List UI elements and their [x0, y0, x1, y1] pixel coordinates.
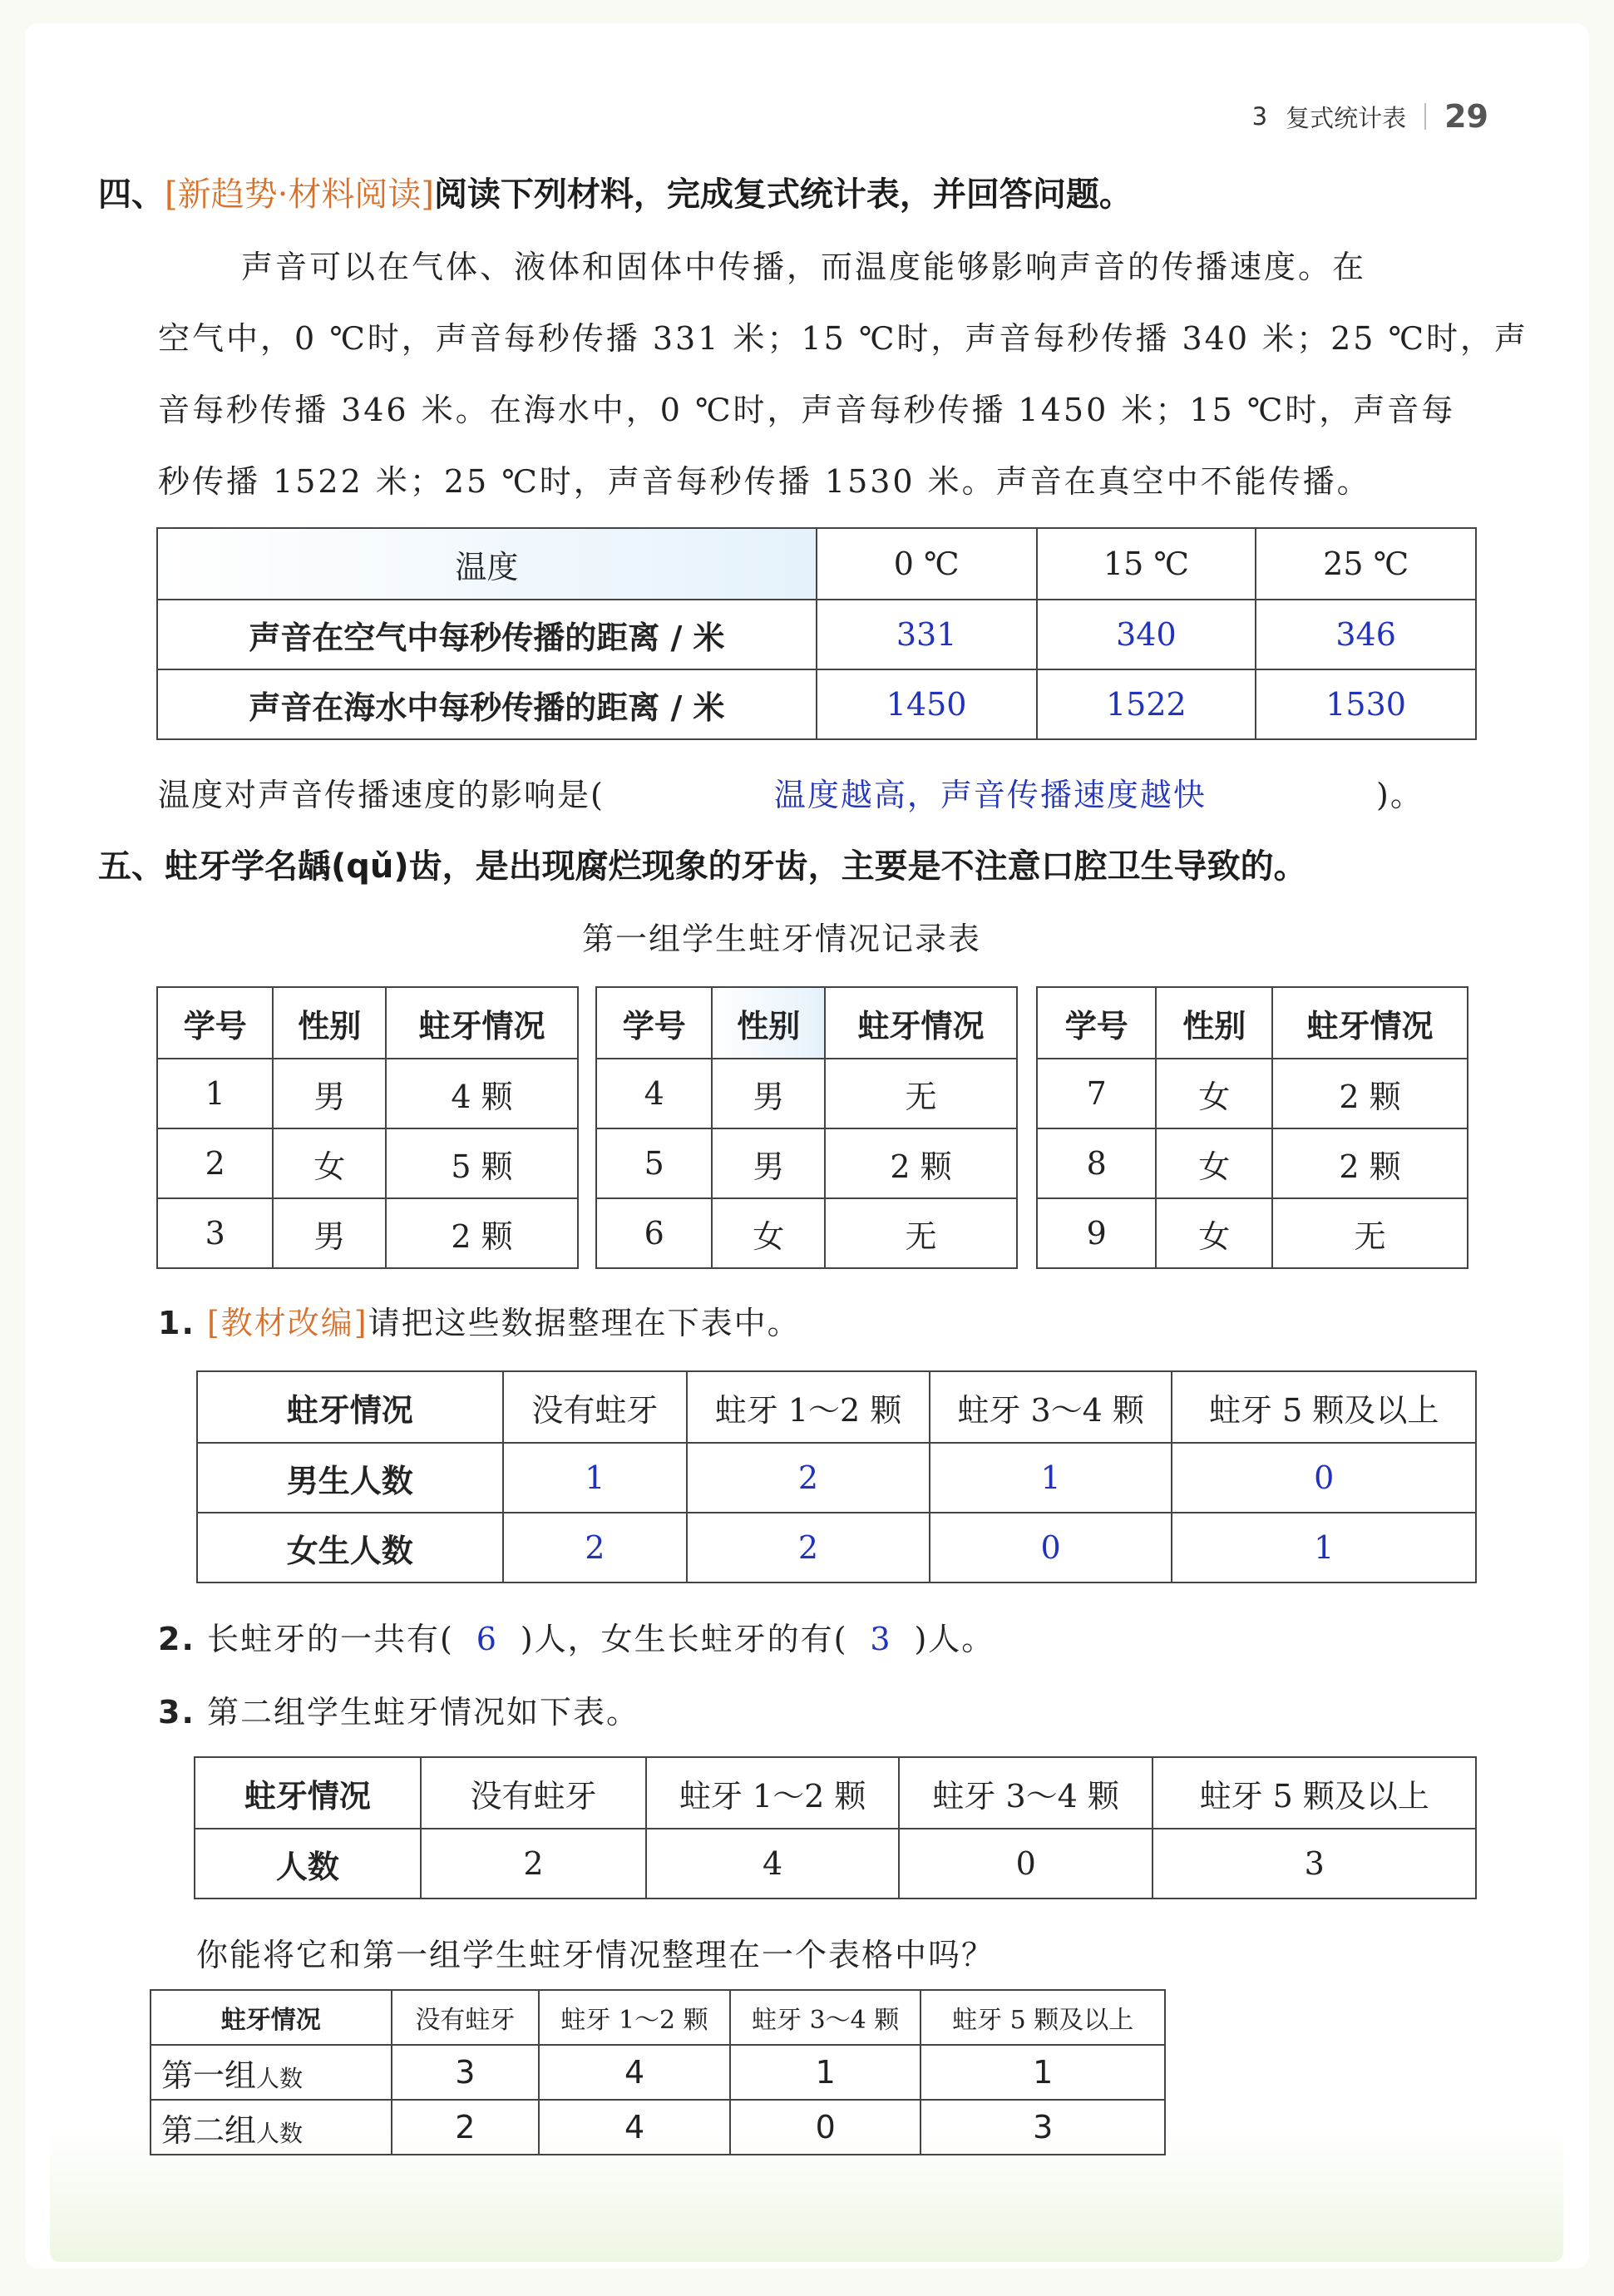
sub3-header-cavity: 蛀牙情况 — [195, 1757, 421, 1829]
record-cavity: 2 颗 — [1272, 1059, 1468, 1128]
q5-sub2-text-c: )人。 — [914, 1621, 995, 1657]
record2-header-row — [596, 987, 1017, 1059]
q5-sub3-combined-table — [150, 1989, 1166, 2155]
sub1-header-1-2: 蛀牙 1～2 颗 — [687, 1371, 930, 1443]
sub1-boys-3-4: 1 — [930, 1443, 1172, 1513]
record-cavity: 2 颗 — [825, 1128, 1017, 1198]
q5-sub1-prompt — [158, 1297, 801, 1343]
record-cavity: 无 — [825, 1198, 1017, 1268]
q4-table-row-seawater — [157, 669, 1476, 739]
chapter-title: 复式统计表 — [1286, 103, 1407, 132]
q4-seawater-25c: 1530 — [1256, 669, 1476, 739]
combined-header-cavity: 蛀牙情况 — [151, 1990, 392, 2045]
record3-header-row — [1037, 987, 1468, 1059]
q4-header-15c: 15 ℃ — [1037, 528, 1256, 600]
combined-header-row — [151, 1990, 1165, 2045]
record-cavity: 无 — [1272, 1198, 1468, 1268]
q4-answer: 温度越高，声音传播速度越快 — [773, 777, 1207, 813]
record-gender: 女 — [1156, 1059, 1272, 1128]
q5-sub1-summary-table — [196, 1370, 1477, 1583]
sub3-header-1-2: 蛀牙 1～2 颗 — [646, 1757, 899, 1829]
combined-header-3-4: 蛀牙 3～4 颗 — [730, 1990, 921, 2045]
q4-row-air-label: 声音在空气中每秒传播的距离 / 米 — [157, 600, 817, 669]
sub1-row-boys — [197, 1443, 1476, 1513]
record3-header-cavity: 蛀牙情况 — [1272, 987, 1468, 1059]
sub3-count-1-2: 4 — [646, 1829, 899, 1899]
q5-sub3-number: 3. — [158, 1694, 195, 1731]
combined-g2-1-2: 4 — [539, 2100, 730, 2155]
q4-title-text: 阅读下列材料，完成复式统计表，并回答问题。 — [433, 175, 1133, 214]
q4-air-0c: 331 — [817, 600, 1037, 669]
sub1-row-girls-label: 女生人数 — [197, 1513, 503, 1583]
record-id: 1 — [157, 1059, 273, 1128]
q4-answer-suffix: )。 — [1376, 777, 1424, 813]
sub1-girls-5plus: 1 — [1172, 1513, 1476, 1583]
header-divider — [1424, 103, 1426, 130]
sub1-girls-3-4: 0 — [930, 1513, 1172, 1583]
combined-row-group2-label — [151, 2100, 392, 2155]
q4-para-line-3: 音每秒传播 346 米。在海水中，0 ℃时，声音每秒传播 1450 米；15 ℃时，声音每 — [158, 392, 1456, 428]
combined-group1-main: 第一组 — [161, 2057, 257, 2094]
q4-air-15c: 340 — [1037, 600, 1256, 669]
sub1-boys-5plus: 0 — [1172, 1443, 1476, 1513]
sub1-header-none: 没有蛀牙 — [503, 1371, 688, 1443]
record1-header-cavity: 蛀牙情况 — [386, 987, 578, 1059]
record-gender: 女 — [273, 1128, 386, 1198]
combined-group1-sub: 人数 — [256, 2064, 304, 2092]
page-number: 29 — [1444, 98, 1488, 135]
table-row — [1037, 1128, 1468, 1198]
sub1-girls-none: 2 — [503, 1513, 688, 1583]
q5-sub1-tag: [教材改编] — [206, 1305, 368, 1341]
q5-title — [98, 840, 1307, 887]
sub1-header-5plus: 蛀牙 5 颗及以上 — [1172, 1371, 1476, 1443]
sub3-row-count-label: 人数 — [195, 1829, 421, 1899]
record-cavity: 无 — [825, 1059, 1017, 1128]
combined-g1-1-2: 4 — [539, 2045, 730, 2100]
sub1-header-3-4: 蛀牙 3～4 颗 — [930, 1371, 1172, 1443]
q5-sub2-answer-girls: 3 — [870, 1621, 892, 1657]
table-row — [157, 1198, 578, 1268]
sub3-header-5plus: 蛀牙 5 颗及以上 — [1153, 1757, 1476, 1829]
q5-title-text: 蛀牙学名龋(qǔ)齿，是出现腐烂现象的牙齿，主要是不注意口腔卫生导致的。 — [165, 847, 1307, 886]
record-id: 5 — [596, 1128, 712, 1198]
sub3-count-5plus: 3 — [1153, 1829, 1476, 1899]
record-id: 6 — [596, 1198, 712, 1268]
record-gender: 女 — [712, 1198, 825, 1268]
table-row — [596, 1198, 1017, 1268]
q4-sound-speed-table — [156, 527, 1477, 740]
table-row — [1037, 1059, 1468, 1128]
combined-row-group1 — [151, 2045, 1165, 2100]
record2-header-id: 学号 — [596, 987, 712, 1059]
record2-header-gender: 性别 — [712, 987, 825, 1059]
q5-number: 五、 — [98, 847, 165, 886]
q5-sub3-question: 你能将它和第一组学生蛀牙情况整理在一个表格中吗？ — [196, 1937, 995, 1973]
sub3-header-3-4: 蛀牙 3～4 颗 — [899, 1757, 1153, 1829]
record-id: 3 — [157, 1198, 273, 1268]
q4-header-25c: 25 ℃ — [1256, 528, 1476, 600]
sub1-boys-none: 1 — [503, 1443, 688, 1513]
record-cavity: 2 颗 — [386, 1198, 578, 1268]
record-gender: 男 — [273, 1198, 386, 1268]
sub1-row-boys-label: 男生人数 — [197, 1443, 503, 1513]
record-id: 7 — [1037, 1059, 1156, 1128]
q4-header-0c: 0 ℃ — [817, 528, 1037, 600]
q4-seawater-15c: 1522 — [1037, 669, 1256, 739]
q4-para-line-2: 空气中，0 ℃时，声音每秒传播 331 米；15 ℃时，声音每秒传播 340 米；25 ℃时，声 — [158, 320, 1529, 357]
record-id: 4 — [596, 1059, 712, 1128]
record-gender: 女 — [1156, 1198, 1272, 1268]
table-row — [157, 1128, 578, 1198]
record1-header-id: 学号 — [157, 987, 273, 1059]
sub1-header-cavity: 蛀牙情况 — [197, 1371, 503, 1443]
q4-header-temperature: 温度 — [157, 528, 817, 600]
q4-tag: [新趋势·材料阅读] — [165, 175, 434, 214]
q4-answer-prefix: 温度对声音传播速度的影响是( — [158, 777, 605, 813]
q5-sub3-group2-table — [194, 1756, 1477, 1899]
sub3-count-3-4: 0 — [899, 1829, 1153, 1899]
q4-seawater-0c: 1450 — [817, 669, 1037, 739]
sub3-row-count — [195, 1829, 1476, 1899]
q4-para-line-4: 秒传播 1522 米；25 ℃时，声音每秒传播 1530 米。声音在真空中不能传播。 — [158, 463, 1371, 500]
q4-table-row-air — [157, 600, 1476, 669]
combined-header-5plus: 蛀牙 5 颗及以上 — [921, 1990, 1165, 2045]
q5-record-table-1 — [156, 986, 579, 1269]
combined-g1-5plus: 1 — [921, 2045, 1165, 2100]
sub1-boys-1-2: 2 — [687, 1443, 930, 1513]
table-row — [157, 1059, 578, 1128]
record-cavity: 5 颗 — [386, 1128, 578, 1198]
combined-header-none: 没有蛀牙 — [392, 1990, 540, 2045]
combined-row-group1-label — [151, 2045, 392, 2100]
sub1-header-row — [197, 1371, 1476, 1443]
record1-header-gender: 性别 — [273, 987, 386, 1059]
record-cavity: 2 颗 — [1272, 1128, 1468, 1198]
sub3-header-row — [195, 1757, 1476, 1829]
sub1-girls-1-2: 2 — [687, 1513, 930, 1583]
q5-record-table-3 — [1036, 986, 1468, 1269]
page-header — [1156, 93, 1488, 140]
q5-record-caption: 第一组学生蛀牙情况记录表 — [582, 921, 982, 957]
q5-sub2-number: 2. — [158, 1621, 195, 1657]
table-row — [596, 1128, 1017, 1198]
sub3-header-none: 没有蛀牙 — [421, 1757, 647, 1829]
table-row — [596, 1059, 1017, 1128]
q5-sub1-number: 1. — [158, 1305, 195, 1341]
q5-sub1-text: 请把这些数据整理在下表中。 — [368, 1305, 801, 1341]
q4-table-header-row — [157, 528, 1476, 600]
q4-air-25c: 346 — [1256, 600, 1476, 669]
chapter-number: 3 — [1251, 102, 1268, 131]
sub1-row-girls — [197, 1513, 1476, 1583]
q4-material-paragraph — [158, 231, 1529, 517]
record3-header-id: 学号 — [1037, 987, 1156, 1059]
combined-header-1-2: 蛀牙 1～2 颗 — [539, 1990, 730, 2045]
record-gender: 女 — [1156, 1128, 1272, 1198]
q5-sub2-answer-total: 6 — [476, 1621, 498, 1657]
record-id: 9 — [1037, 1198, 1156, 1268]
q5-sub3-text: 第二组学生蛀牙情况如下表。 — [206, 1694, 639, 1731]
record-id: 2 — [157, 1128, 273, 1198]
record-gender: 男 — [712, 1128, 825, 1198]
q5-sub2-text-a: 长蛀牙的一共有( — [206, 1621, 454, 1657]
record-id: 8 — [1037, 1128, 1156, 1198]
combined-row-group2 — [151, 2100, 1165, 2155]
q4-para-line-1: 声音可以在气体、液体和固体中传播，而温度能够影响声音的传播速度。在 — [241, 249, 1367, 285]
record-gender: 男 — [712, 1059, 825, 1128]
sub3-count-none: 2 — [421, 1829, 647, 1899]
record3-header-gender: 性别 — [1156, 987, 1272, 1059]
q4-row-seawater-label: 声音在海水中每秒传播的距离 / 米 — [157, 669, 817, 739]
record-gender: 男 — [273, 1059, 386, 1128]
combined-g2-3-4: 0 — [730, 2100, 921, 2155]
record-cavity: 4 颗 — [386, 1059, 578, 1128]
combined-g2-none: 2 — [392, 2100, 540, 2155]
combined-g1-3-4: 1 — [730, 2045, 921, 2100]
q4-answer-line — [158, 769, 1424, 815]
record1-header-row — [157, 987, 578, 1059]
combined-g1-none: 3 — [392, 2045, 540, 2100]
combined-group2-main: 第二组 — [161, 2111, 257, 2149]
q5-sub2-text-b: )人，女生长蛀牙的有( — [520, 1621, 848, 1657]
q5-sub3-prompt — [158, 1686, 639, 1732]
combined-group2-sub: 人数 — [256, 2119, 304, 2147]
combined-g2-5plus: 3 — [921, 2100, 1165, 2155]
q4-title — [98, 168, 1133, 215]
record2-header-cavity: 蛀牙情况 — [825, 987, 1017, 1059]
q5-sub2-line — [158, 1613, 995, 1659]
q4-number: 四、 — [98, 175, 165, 214]
table-row — [1037, 1198, 1468, 1268]
q5-record-table-2 — [595, 986, 1018, 1269]
